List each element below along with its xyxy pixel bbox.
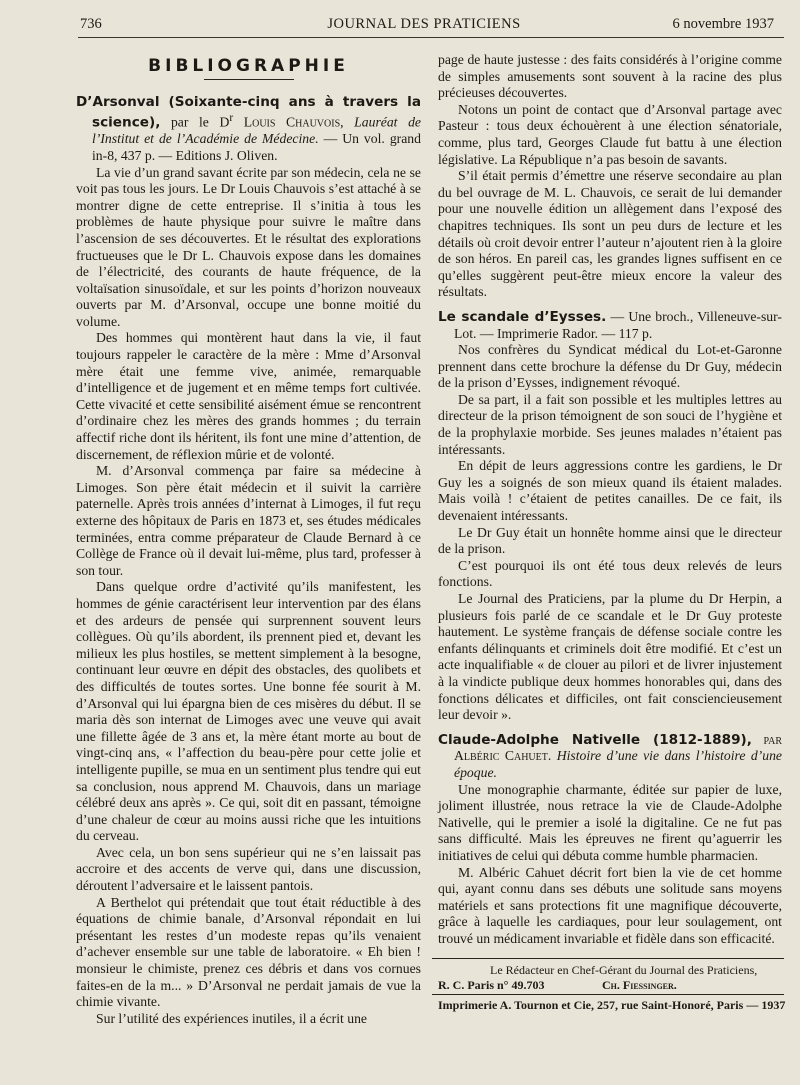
entry-ref-sup: r [229,112,234,125]
paragraph: La vie d’un grand savant écrite par son médecin, cela ne se voit pas tous les jours. Le Dr Louis Chauvois s’est attaché à se montrer digne de cette entreprise. Il s’initia à tous les problèmes de haute physique pour suivre le maître dans l’ascension de ses découvertes. Et le résultat des explorations fructueuses que le Dr L. Chauvois expose dans les domaines de l’électricité, des courants de haute fréquence, de la voltaïsation sinusoïdale, et sur les points d’horizon nouveaux ouverts par M. d’Arsonval, occupe une bonne moitié du volume. [76,164,421,329]
section-title-rule [204,79,294,80]
page-number: 736 [80,16,102,32]
running-header [66,16,782,36]
entry-title: Claude-Adolphe Nativelle (1812-1889), [438,731,752,748]
paragraph: Une monographie charmante, éditée sur papier de luxe, joliment illustrée, nous retrace la vie de Claude-Adolphe Nativelle, qui le premier a isolé la digitaline. Ce ne fut pas sans difficulté. Mais les épreuves ne firent qu’aguerrir les initiatives de celui qui débuta comme humble pharmacien. [438,781,782,863]
author-name: par Albéric Cahuet. [454,731,782,764]
journal-title: JOURNAL DES PRATICIENS [327,16,521,32]
publication-info: — Une broch., Villeneuve-sur-Lot. — Imprimerie Rador. — 117 p. [454,308,782,341]
book-subtitle: Histoire d’une vie dans l’histoire d’une époque. [454,748,782,780]
footer-rule [432,958,784,959]
section-title: BIBLIOGRAPHIE [148,56,349,76]
paragraph: En dépit de leurs aggressions contre les gardiens, le Dr Guy les a soignés de son mieux quand ils étaient malades. Mais voilà ! c’étaient de petites canailles. De ce fait, ils devenaient intéressants. [438,458,782,524]
paragraph: Nos confrères du Syndicat médical du Lot-et-Garonne prennent dans cette brochure la défense du Dr Guy, médecin de la prison d’Eysses, indignement révoqué. [438,342,782,391]
paragraph: S’il était permis d’émettre une réserve secondaire au plan du bel ouvrage de M. L. Chauvois, ce serait de lui demander pour une nouvelle édition un allègement dans l’exposé des chapitres techniques. Ils sont un peu durs de lecture et les détails où croit devoir entrer l’auteur n’ajoutent rien à la gloire de son héros. En pareil cas, les grandes lignes suffisent en ce qu’elles suggèrent peut-être mieux encore la valeur des résultats. [438,168,782,300]
paragraph: Notons un point de contact que d’Arsonval partage avec Pasteur : tous deux échouèrent à une élection sénatoriale, comme, plus tard, Georges Claude fut battu à une élection législative. La République n’a pas besoin de savants. [438,101,782,167]
entry-title: Le scandale d’Eysses. [438,308,607,325]
footer-printer: Imprimerie A. Tournon et Cie, 257, rue Saint-Honoré, Paris — 1937 [438,998,786,1012]
paragraph: page de haute justesse : des faits considérés à l’origine comme de simples amusements sont souvent à la racine des plus précieuses découvertes. [438,52,782,101]
author-name: Louis Chauvois, [233,114,344,130]
paragraph: Dans quelque ordre d’activité qu’ils manifestent, les hommes de génie caractérisent leur intervention par des élans et des ardeurs de pensée qui surprennent souvent leurs collègues. Où qu’ils abordent, ils prennent pied et, devant les milieux les plus hostiles, se mettent simplement à la besogne, continuant leur œuvre en dépit des obstacles, des quolibets et des difficultés de toutes sortes. Une bonne fée sourit à M. d’Arsonval qui lui épargna bien de ces misères du début. Il se maria dès son internat de Limoges avec une veuve qui avait une fillette âgée de 3 ans et, la mère étant morte au bout de vingt-cinq ans, « l’affection du beau-père pour cette jolie et intelligente pupille, se mua en un sentiment plus tendre qui eut sa conclusion, nous apprend M. Chauvois, dans un mariage célébré deux ans après ». Ce qui, soit dit en passant, témoigne d’une chaleur de cœur au moins aussi riche que les intuitions du cerveau. [76,579,421,844]
right-column [438,52,782,947]
paragraph: M. d’Arsonval commença par faire sa médecine à Limoges. Son père était médecin et il suivit la carrière paternelle. Après trois années d’internat à Limoges, il fut reçu externe des hôpitaux de Paris en 1873 et, ses études médicales terminées, entra comme préparateur de Claude Bernard à ce Collège de France où il devait lui-même, plus tard, professer à son tour. [76,463,421,578]
publication-info: — Un vol. grand in-8, 437 p. — Editions J. Oliven. [92,131,421,163]
issue-date: 6 novembre 1937 [672,16,774,32]
paragraph: Le Dr Guy était un honnête homme ainsi que le directeur de la prison. [438,524,782,557]
entry-eysses-heading [438,309,782,342]
paragraph: Le Journal des Praticiens, par la plume du Dr Herpin, a plusieurs fois parlé de ce scandale et le Dr Guy proteste hautement. Le système français de défense sociale contre les enfants délinquants et criminels doit être modifié. Et c’est un acte inqualifiable « de clouer au pilori et de livrer injustement à la vindicte publique deux hommes honorables qui, dans des fonctions délicates et difficiles, ont fait consciencieusement leur devoir ». [438,591,782,723]
footer-signer: Ch. Fiessinger. [602,978,677,992]
paragraph: Sur l’utilité des expériences inutiles, il a écrit une [96,1010,368,1026]
entry-ref: par le D [160,114,230,130]
footer-rule [432,994,784,995]
entry-darsonval-heading [76,94,421,165]
paragraph: Des hommes qui montèrent haut dans la vie, il faut toujours rappeler le caractère de la mère : Mme d’Arsonval mère était une femme vive, animée, remarquable d’intelligence et de jugement et en même temps fort cultivée. Cette vivacité et cette sensibilité aisément émue se rencontrent d’ordinaire chez les mères des grands hommes ; du terrain affectif riche dont ils héritent, ils font une mine d’attention, de discernement, de réflexion mûrie et de volonté. [76,330,421,462]
entry-title: D’Arsonval (Soixante-cinq ans à travers la science), [76,93,421,131]
paragraph: De sa part, il a fait son possible et les multiples lettres au directeur de la prison témoignent de son souci de l’hygiène et de la prophylaxie morbide. Ses jeunes malades n’étaient pas intéressants. [438,391,782,457]
paragraph: C’est pourquoi ils ont été tous deux relevés de leurs fonctions. [438,557,782,590]
footer-registration: R. C. Paris n° 49.703 [438,978,545,992]
header-rule [78,37,784,38]
paragraph: M. Albéric Cahuet décrit fort bien la vie de cet homme qui, ayant connu dans ses débuts une solitude sans moyens matériels et sans protections fit une magnifique découverte, grâce à laquelle les cardiaques, pour leur soulagement, ont trouvé un médicament invariable et fidèle dans son efficacité. [438,864,782,946]
paragraph: Avec cela, un bon sens supérieur qui ne s’en laissait pas accroire et des accents de verve qui, dans une discussion, déroutent l’adversaire et le laissent pantois. [76,844,421,894]
author-titles: Lauréat de l’Institut et de l’Académie de Médecine. [92,114,421,147]
left-column [76,52,421,1027]
paragraph: A Berthelot qui prétendait que tout était réductible à des équations de chimie banale, d’Arsonval répondait en lui présentant les restes d’un modeste repas qu’ils venaient d’achever ensemble sur une table de laboratoire. « Eh bien ! monsieur le chimiste, prenez ces débris et dans vos cornues faites-en de la m... » D’Arsonval ne perdait jamais de vue la chimie vivante. [76,894,421,1010]
entry-nativelle-heading [438,732,782,782]
footer-editor-line: Le Rédacteur en Chef-Gérant du Journal des Praticiens, [490,963,758,977]
